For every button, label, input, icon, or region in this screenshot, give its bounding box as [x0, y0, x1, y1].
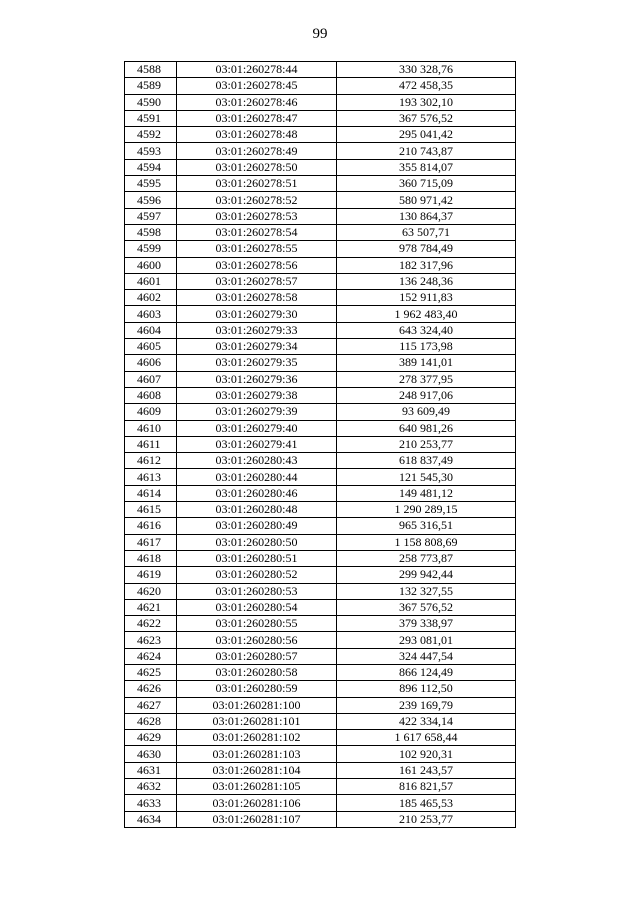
row-number-cell: 4591: [125, 110, 177, 126]
cadastral-number-cell: 03:01:260278:51: [177, 176, 337, 192]
table-row: [125, 420, 516, 436]
cadastral-value-cell: 1 617 658,44: [337, 730, 516, 746]
cadastral-value-cell: 185 465,53: [337, 795, 516, 811]
row-number-cell: 4615: [125, 502, 177, 518]
row-number-cell: 4619: [125, 567, 177, 583]
row-number-cell: 4609: [125, 404, 177, 420]
row-number-cell: 4596: [125, 192, 177, 208]
cadastral-value-cell: 965 316,51: [337, 518, 516, 534]
row-number-cell: 4595: [125, 176, 177, 192]
row-number-cell: 4632: [125, 779, 177, 795]
row-number-cell: 4634: [125, 811, 177, 827]
row-number-cell: 4631: [125, 762, 177, 778]
table-row: [125, 795, 516, 811]
cadastral-value-cell: 355 814,07: [337, 159, 516, 175]
cadastral-number-cell: 03:01:260279:39: [177, 404, 337, 420]
cadastral-number-cell: 03:01:260278:47: [177, 110, 337, 126]
table-row: [125, 290, 516, 306]
table-row: [125, 404, 516, 420]
row-number-cell: 4589: [125, 78, 177, 94]
table-row: [125, 453, 516, 469]
cadastral-number-cell: 03:01:260280:52: [177, 567, 337, 583]
cadastral-value-cell: 360 715,09: [337, 176, 516, 192]
cadastral-value-cell: 248 917,06: [337, 387, 516, 403]
cadastral-value-cell: 472 458,35: [337, 78, 516, 94]
cadastral-value-cell: 379 338,97: [337, 616, 516, 632]
cadastral-number-cell: 03:01:260280:56: [177, 632, 337, 648]
cadastral-value-cell: 210 253,77: [337, 436, 516, 452]
cadastral-value-cell: 132 327,55: [337, 583, 516, 599]
table-row: [125, 371, 516, 387]
cadastral-number-cell: 03:01:260279:40: [177, 420, 337, 436]
cadastral-value-cell: 295 041,42: [337, 127, 516, 143]
cadastral-number-cell: 03:01:260278:54: [177, 224, 337, 240]
table-row: [125, 339, 516, 355]
row-number-cell: 4614: [125, 485, 177, 501]
table-row: [125, 62, 516, 78]
table-row: [125, 664, 516, 680]
table-row: [125, 550, 516, 566]
table-row: [125, 485, 516, 501]
page-number: 99: [312, 26, 328, 42]
table-row: [125, 648, 516, 664]
cadastral-number-cell: 03:01:260280:46: [177, 485, 337, 501]
cadastral-number-cell: 03:01:260278:55: [177, 241, 337, 257]
cadastral-value-cell: 866 124,49: [337, 664, 516, 680]
row-number-cell: 4598: [125, 224, 177, 240]
cadastral-number-cell: 03:01:260280:55: [177, 616, 337, 632]
table-row: [125, 811, 516, 827]
row-number-cell: 4611: [125, 436, 177, 452]
row-number-cell: 4600: [125, 257, 177, 273]
row-number-cell: 4597: [125, 208, 177, 224]
table-row: [125, 241, 516, 257]
cadastral-number-cell: 03:01:260280:59: [177, 681, 337, 697]
cadastral-value-cell: 239 169,79: [337, 697, 516, 713]
cadastral-number-cell: 03:01:260280:58: [177, 664, 337, 680]
cadastral-number-cell: 03:01:260278:52: [177, 192, 337, 208]
cadastral-value-cell: 389 141,01: [337, 355, 516, 371]
row-number-cell: 4594: [125, 159, 177, 175]
cadastral-value-cell: 136 248,36: [337, 273, 516, 289]
row-number-cell: 4616: [125, 518, 177, 534]
cadastral-number-cell: 03:01:260280:51: [177, 550, 337, 566]
cadastral-number-cell: 03:01:260281:100: [177, 697, 337, 713]
row-number-cell: 4628: [125, 713, 177, 729]
cadastral-value-cell: 422 334,14: [337, 713, 516, 729]
cadastral-value-cell: 643 324,40: [337, 322, 516, 338]
table-row: [125, 306, 516, 322]
cadastral-number-cell: 03:01:260278:45: [177, 78, 337, 94]
cadastral-number-cell: 03:01:260281:103: [177, 746, 337, 762]
table-row: [125, 567, 516, 583]
row-number-cell: 4601: [125, 273, 177, 289]
cadastral-number-cell: 03:01:260278:56: [177, 257, 337, 273]
row-number-cell: 4603: [125, 306, 177, 322]
cadastral-value-cell: 63 507,71: [337, 224, 516, 240]
table-row: [125, 730, 516, 746]
table-row: [125, 208, 516, 224]
cadastral-value-cell: 367 576,52: [337, 110, 516, 126]
cadastral-number-cell: 03:01:260278:58: [177, 290, 337, 306]
cadastral-value-cell: 324 447,54: [337, 648, 516, 664]
cadastral-value-cell: 978 784,49: [337, 241, 516, 257]
row-number-cell: 4606: [125, 355, 177, 371]
cadastral-number-cell: 03:01:260279:34: [177, 339, 337, 355]
cadastral-value-cell: 210 743,87: [337, 143, 516, 159]
cadastral-number-cell: 03:01:260279:41: [177, 436, 337, 452]
table-row: [125, 322, 516, 338]
table-row: [125, 583, 516, 599]
row-number-cell: 4602: [125, 290, 177, 306]
cadastral-number-cell: 03:01:260279:36: [177, 371, 337, 387]
cadastral-value-cell: 193 302,10: [337, 94, 516, 110]
row-number-cell: 4608: [125, 387, 177, 403]
cadastral-value-cell: 210 253,77: [337, 811, 516, 827]
table-row: [125, 192, 516, 208]
row-number-cell: 4623: [125, 632, 177, 648]
cadastral-number-cell: 03:01:260281:105: [177, 779, 337, 795]
cadastral-value-cell: 149 481,12: [337, 485, 516, 501]
table-row: [125, 110, 516, 126]
row-number-cell: 4599: [125, 241, 177, 257]
row-number-cell: 4633: [125, 795, 177, 811]
row-number-cell: 4590: [125, 94, 177, 110]
cadastral-value-cell: 299 942,44: [337, 567, 516, 583]
cadastral-number-cell: 03:01:260279:38: [177, 387, 337, 403]
cadastral-value-cell: 1 290 289,15: [337, 502, 516, 518]
cadastral-number-cell: 03:01:260281:107: [177, 811, 337, 827]
cadastral-value-cell: 278 377,95: [337, 371, 516, 387]
table-row: [125, 779, 516, 795]
cadastral-number-cell: 03:01:260281:106: [177, 795, 337, 811]
row-number-cell: 4627: [125, 697, 177, 713]
row-number-cell: 4620: [125, 583, 177, 599]
table-row: [125, 387, 516, 403]
row-number-cell: 4622: [125, 616, 177, 632]
table-row: [125, 746, 516, 762]
table-row: [125, 159, 516, 175]
cadastral-number-cell: 03:01:260280:53: [177, 583, 337, 599]
row-number-cell: 4588: [125, 62, 177, 78]
cadastral-number-cell: 03:01:260278:49: [177, 143, 337, 159]
row-number-cell: 4613: [125, 469, 177, 485]
cadastral-value-cell: 1 962 483,40: [337, 306, 516, 322]
cadastral-value-cell: 152 911,83: [337, 290, 516, 306]
cadastral-value-cell: 258 773,87: [337, 550, 516, 566]
cadastral-number-cell: 03:01:260278:46: [177, 94, 337, 110]
cadastral-value-cell: 161 243,57: [337, 762, 516, 778]
row-number-cell: 4593: [125, 143, 177, 159]
row-number-cell: 4612: [125, 453, 177, 469]
row-number-cell: 4610: [125, 420, 177, 436]
cadastral-value-cell: 1 158 808,69: [337, 534, 516, 550]
row-number-cell: 4604: [125, 322, 177, 338]
row-number-cell: 4605: [125, 339, 177, 355]
cadastral-number-cell: 03:01:260280:57: [177, 648, 337, 664]
table-row: [125, 616, 516, 632]
table-row: [125, 94, 516, 110]
row-number-cell: 4607: [125, 371, 177, 387]
cadastral-value-cell: 896 112,50: [337, 681, 516, 697]
table-row: [125, 713, 516, 729]
row-number-cell: 4630: [125, 746, 177, 762]
cadastral-value-cell: 367 576,52: [337, 599, 516, 615]
cadastral-number-cell: 03:01:260280:48: [177, 502, 337, 518]
cadastral-value-cell: 618 837,49: [337, 453, 516, 469]
cadastral-value-cell: 115 173,98: [337, 339, 516, 355]
cadastral-number-cell: 03:01:260280:49: [177, 518, 337, 534]
cadastral-number-cell: 03:01:260278:48: [177, 127, 337, 143]
cadastral-value-cell: 130 864,37: [337, 208, 516, 224]
row-number-cell: 4617: [125, 534, 177, 550]
row-number-cell: 4621: [125, 599, 177, 615]
table-row: [125, 355, 516, 371]
table-row: [125, 224, 516, 240]
row-number-cell: 4625: [125, 664, 177, 680]
row-number-cell: 4592: [125, 127, 177, 143]
cadastral-value-cell: 102 920,31: [337, 746, 516, 762]
cadastral-number-cell: 03:01:260278:53: [177, 208, 337, 224]
cadastral-number-cell: 03:01:260281:101: [177, 713, 337, 729]
cadastral-value-cell: 640 981,26: [337, 420, 516, 436]
cadastral-number-cell: 03:01:260279:35: [177, 355, 337, 371]
table-row: [125, 762, 516, 778]
table-row: [125, 127, 516, 143]
cadastral-number-cell: 03:01:260280:43: [177, 453, 337, 469]
cadastral-value-cell: 293 081,01: [337, 632, 516, 648]
table-row: [125, 436, 516, 452]
table-row: [125, 518, 516, 534]
row-number-cell: 4624: [125, 648, 177, 664]
cadastral-value-table: [124, 61, 516, 828]
cadastral-number-cell: 03:01:260281:102: [177, 730, 337, 746]
cadastral-number-cell: 03:01:260278:50: [177, 159, 337, 175]
table-row: [125, 632, 516, 648]
cadastral-value-cell: 580 971,42: [337, 192, 516, 208]
row-number-cell: 4626: [125, 681, 177, 697]
table-row: [125, 502, 516, 518]
table-row: [125, 176, 516, 192]
table-row: [125, 599, 516, 615]
table-row: [125, 78, 516, 94]
row-number-cell: 4618: [125, 550, 177, 566]
cadastral-value-cell: 93 609,49: [337, 404, 516, 420]
table-row: [125, 681, 516, 697]
table-row: [125, 273, 516, 289]
cadastral-value-cell: 330 328,76: [337, 62, 516, 78]
cadastral-value-cell: 121 545,30: [337, 469, 516, 485]
cadastral-number-cell: 03:01:260279:33: [177, 322, 337, 338]
table-row: [125, 697, 516, 713]
table-row: [125, 143, 516, 159]
cadastral-number-cell: 03:01:260279:30: [177, 306, 337, 322]
cadastral-number-cell: 03:01:260280:54: [177, 599, 337, 615]
cadastral-value-cell: 816 821,57: [337, 779, 516, 795]
cadastral-number-cell: 03:01:260281:104: [177, 762, 337, 778]
row-number-cell: 4629: [125, 730, 177, 746]
table-row: [125, 534, 516, 550]
cadastral-value-cell: 182 317,96: [337, 257, 516, 273]
cadastral-number-cell: 03:01:260278:57: [177, 273, 337, 289]
cadastral-number-cell: 03:01:260280:44: [177, 469, 337, 485]
table-row: [125, 469, 516, 485]
cadastral-number-cell: 03:01:260278:44: [177, 62, 337, 78]
cadastral-number-cell: 03:01:260280:50: [177, 534, 337, 550]
table-row: [125, 257, 516, 273]
table-body: [125, 62, 516, 828]
